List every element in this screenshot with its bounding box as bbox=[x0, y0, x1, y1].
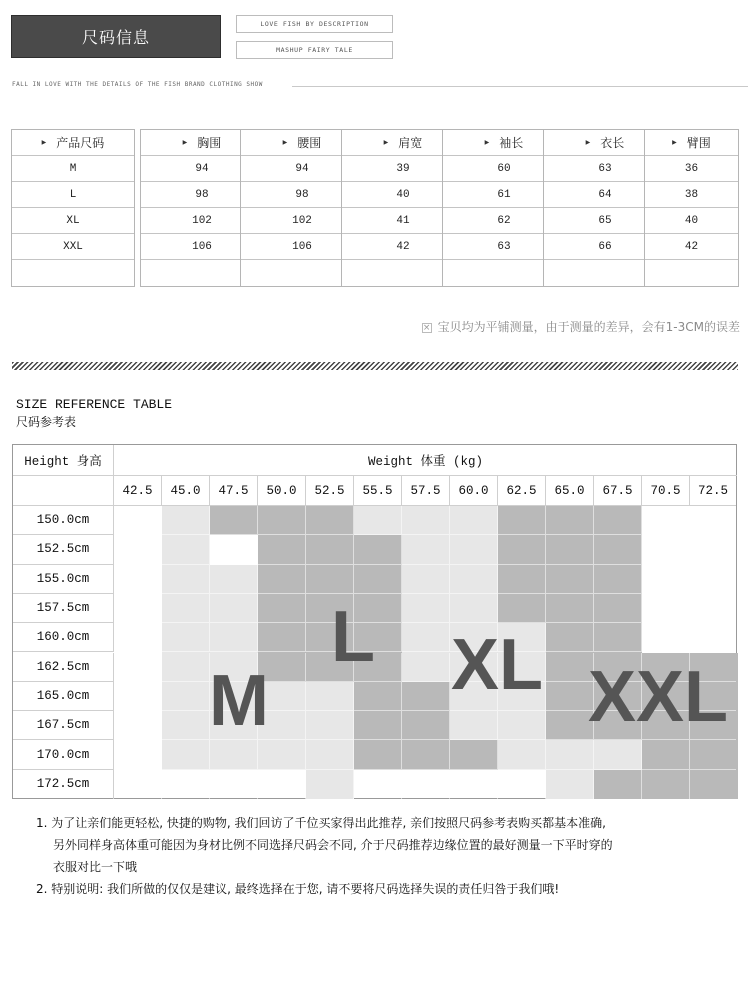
grid-cell bbox=[210, 565, 258, 594]
grid-cell bbox=[642, 594, 690, 623]
spec-cell: 106 bbox=[141, 234, 263, 260]
section-title: 尺码信息 bbox=[11, 15, 221, 58]
grid-cell bbox=[402, 770, 450, 799]
spec-cell: 98 bbox=[241, 182, 363, 208]
grid-cell bbox=[354, 740, 402, 769]
spec-cell: 94 bbox=[141, 156, 263, 182]
grid-cell bbox=[498, 535, 546, 564]
grid-cell bbox=[546, 682, 594, 711]
triangle-icon: ▶ bbox=[484, 139, 490, 146]
grid-cell bbox=[546, 740, 594, 769]
divider bbox=[292, 86, 748, 87]
grid-cell bbox=[162, 594, 210, 623]
grid-cell bbox=[162, 770, 210, 799]
spec-cell: 63 bbox=[544, 156, 666, 182]
hatched-divider bbox=[12, 362, 738, 370]
grid-cell bbox=[690, 506, 736, 535]
triangle-icon: ▶ bbox=[585, 139, 591, 146]
grid-cell bbox=[258, 506, 306, 535]
grid-cell bbox=[114, 682, 162, 711]
spec-cell: 41 bbox=[342, 208, 464, 234]
footnote-1-cont: 另外同样身高体重可能因为身材比例不同选择尺码会不同, 介于尺码推荐边缘位置的最好测量一下平时穿的 bbox=[53, 838, 613, 852]
grid-cell bbox=[114, 594, 162, 623]
weight-tick: 67.5 bbox=[594, 476, 642, 506]
spec-header-label: 肩宽 bbox=[398, 136, 423, 150]
spec-cell: 63 bbox=[443, 234, 565, 260]
grid-cell bbox=[306, 506, 354, 535]
grid-cell bbox=[354, 770, 402, 799]
grid-cell bbox=[258, 770, 306, 799]
grid-cell bbox=[306, 535, 354, 564]
grid-cell bbox=[642, 535, 690, 564]
grid-cell bbox=[450, 565, 498, 594]
spec-header-label: 袖长 bbox=[499, 136, 524, 150]
grid-cell bbox=[162, 682, 210, 711]
height-tick: 172.5cm bbox=[13, 770, 114, 799]
grid-cell bbox=[594, 623, 642, 652]
weight-tick: 60.0 bbox=[450, 476, 498, 506]
height-tick: 155.0cm bbox=[13, 565, 114, 594]
grid-cell bbox=[210, 506, 258, 535]
weight-tick: 50.0 bbox=[258, 476, 306, 506]
grid-cell bbox=[306, 770, 354, 799]
grid-cell bbox=[114, 565, 162, 594]
grid-cell bbox=[258, 594, 306, 623]
spec-cell: L bbox=[12, 182, 134, 208]
spec-header-label: 产品尺码 bbox=[56, 136, 105, 150]
grid-cell bbox=[402, 535, 450, 564]
spec-cell: 102 bbox=[241, 208, 363, 234]
grid-cell bbox=[546, 594, 594, 623]
triangle-icon: ▶ bbox=[383, 139, 389, 146]
close-icon: × bbox=[422, 322, 431, 333]
grid-cell bbox=[546, 506, 594, 535]
grid-cell bbox=[594, 740, 642, 769]
grid-cell bbox=[210, 623, 258, 652]
grid-cell bbox=[306, 711, 354, 740]
weight-tick: 72.5 bbox=[690, 476, 736, 506]
spec-cell: 106 bbox=[241, 234, 363, 260]
spec-cell: XXL bbox=[12, 234, 134, 260]
size-label-m: M bbox=[209, 661, 269, 741]
grid-cell bbox=[594, 535, 642, 564]
grid-cell bbox=[402, 565, 450, 594]
spec-cell: XL bbox=[12, 208, 134, 234]
grid-cell bbox=[690, 565, 736, 594]
height-tick: 160.0cm bbox=[13, 623, 114, 652]
height-tick: 152.5cm bbox=[13, 535, 114, 564]
weight-tick: 55.5 bbox=[354, 476, 402, 506]
grid-cell bbox=[162, 740, 210, 769]
grid-cell bbox=[402, 623, 450, 652]
grid-cell bbox=[594, 594, 642, 623]
grid-cell bbox=[354, 711, 402, 740]
measure-note-text: 宝贝均为平铺测量，由于测量的差异，会有1-3CM的误差 bbox=[437, 320, 740, 334]
weight-tick: 52.5 bbox=[306, 476, 354, 506]
grid-cell bbox=[690, 623, 736, 652]
weight-tick: 42.5 bbox=[114, 476, 162, 506]
spec-header-label: 臂围 bbox=[686, 136, 711, 150]
spec-cell: 102 bbox=[141, 208, 263, 234]
weight-header: Weight 体重 (kg) bbox=[114, 445, 737, 476]
grid-cell bbox=[162, 506, 210, 535]
grid-cell bbox=[306, 740, 354, 769]
grid-cell bbox=[258, 565, 306, 594]
footnote-2: 2. 特别说明: 我们所做的仅仅是建议, 最终选择在于您, 请不要将尺码选择失误的责任归咎于我们哦! bbox=[36, 882, 560, 896]
grid-cell bbox=[498, 594, 546, 623]
spec-column bbox=[644, 129, 739, 287]
grid-cell bbox=[642, 565, 690, 594]
footnote-1: 1. 为了让亲们能更轻松, 快捷的购物, 我们回访了千位买家得出此推荐, 亲们按照尺码参考表购买都基本准确, bbox=[36, 816, 606, 830]
size-label-xxl: XXL bbox=[588, 657, 729, 737]
weight-tick: 62.5 bbox=[498, 476, 546, 506]
grid-cell bbox=[498, 506, 546, 535]
grid-cell bbox=[594, 770, 642, 799]
grid-cell bbox=[258, 740, 306, 769]
spec-cell: 60 bbox=[443, 156, 565, 182]
grid-cell bbox=[450, 740, 498, 769]
spec-cell: 94 bbox=[241, 156, 363, 182]
spec-cell: 40 bbox=[342, 182, 464, 208]
grid-cell bbox=[114, 740, 162, 769]
grid-cell bbox=[210, 740, 258, 769]
brand-tagline: FALL IN LOVE WITH THE DETAILS OF THE FISH BRAND CLOTHING SHOW bbox=[12, 81, 263, 88]
grid-cell bbox=[498, 770, 546, 799]
grid-cell bbox=[402, 506, 450, 535]
grid-cell bbox=[690, 770, 736, 799]
grid-cell bbox=[690, 740, 736, 769]
tag-mashup: MASHUP FAIRY TALE bbox=[236, 41, 393, 59]
spec-cell: 64 bbox=[544, 182, 666, 208]
spec-column bbox=[11, 129, 135, 287]
grid-cell bbox=[546, 565, 594, 594]
tag-love-fish: LOVE FISH BY DESCRIPTION bbox=[236, 15, 393, 33]
grid-cell bbox=[546, 711, 594, 740]
triangle-icon: ▶ bbox=[182, 139, 188, 146]
height-tick: 150.0cm bbox=[13, 506, 114, 535]
grid-cell bbox=[402, 594, 450, 623]
height-header: Height 身高 bbox=[13, 445, 114, 476]
grid-cell bbox=[402, 653, 450, 682]
spec-cell bbox=[645, 260, 738, 286]
spec-header-label: 衣长 bbox=[600, 136, 625, 150]
grid-cell bbox=[690, 594, 736, 623]
grid-cell bbox=[354, 535, 402, 564]
grid-cell bbox=[114, 711, 162, 740]
grid-cell bbox=[354, 682, 402, 711]
grid-cell bbox=[450, 506, 498, 535]
spec-cell bbox=[12, 260, 134, 286]
grid-cell bbox=[546, 653, 594, 682]
grid-cell bbox=[450, 770, 498, 799]
spec-cell: 42 bbox=[342, 234, 464, 260]
triangle-icon: ▶ bbox=[41, 139, 47, 146]
grid-cell bbox=[162, 711, 210, 740]
grid-cell bbox=[450, 594, 498, 623]
grid-cell bbox=[114, 506, 162, 535]
grid-cell bbox=[498, 711, 546, 740]
grid-cell bbox=[450, 711, 498, 740]
grid-cell bbox=[402, 682, 450, 711]
footnote-1-end: 衣服对比一下哦 bbox=[53, 860, 138, 874]
grid-cell bbox=[690, 535, 736, 564]
spec-cell: 36 bbox=[645, 156, 738, 182]
spec-cell: 66 bbox=[544, 234, 666, 260]
spec-cell: 65 bbox=[544, 208, 666, 234]
grid-cell bbox=[402, 711, 450, 740]
size-label-l: L bbox=[331, 597, 375, 677]
grid-cell bbox=[210, 770, 258, 799]
grid-cell bbox=[402, 740, 450, 769]
grid-cell bbox=[162, 623, 210, 652]
grid-cell bbox=[546, 623, 594, 652]
grid-cell bbox=[642, 740, 690, 769]
weight-tick: 47.5 bbox=[210, 476, 258, 506]
reference-title-cn: 尺码参考表 bbox=[16, 415, 77, 429]
grid-cell bbox=[114, 770, 162, 799]
size-reference-grid bbox=[12, 444, 737, 799]
corner-cell bbox=[13, 476, 114, 506]
spec-cell: 40 bbox=[645, 208, 738, 234]
grid-cell bbox=[594, 506, 642, 535]
spec-cell: 42 bbox=[645, 234, 738, 260]
height-tick: 167.5cm bbox=[13, 711, 114, 740]
measure-note bbox=[422, 318, 740, 335]
grid-cell bbox=[114, 623, 162, 652]
triangle-icon: ▶ bbox=[282, 139, 288, 146]
grid-cell bbox=[258, 623, 306, 652]
spec-header-label: 胸围 bbox=[197, 136, 222, 150]
grid-cell bbox=[642, 623, 690, 652]
spec-column-header bbox=[645, 130, 738, 156]
grid-cell bbox=[354, 565, 402, 594]
grid-cell bbox=[162, 653, 210, 682]
height-tick: 157.5cm bbox=[13, 594, 114, 623]
spec-cell: 39 bbox=[342, 156, 464, 182]
footnotes bbox=[36, 812, 736, 900]
grid-cell bbox=[210, 594, 258, 623]
spec-header-label: 腰围 bbox=[297, 136, 322, 150]
spec-cell: 38 bbox=[645, 182, 738, 208]
spec-cell: 98 bbox=[141, 182, 263, 208]
grid-cell bbox=[594, 565, 642, 594]
size-label-xl: XL bbox=[451, 625, 544, 705]
height-tick: 170.0cm bbox=[13, 740, 114, 769]
spec-column-header bbox=[12, 130, 134, 156]
grid-cell bbox=[114, 653, 162, 682]
height-tick: 162.5cm bbox=[13, 653, 114, 682]
grid-cell bbox=[114, 535, 162, 564]
grid-cell bbox=[450, 535, 498, 564]
triangle-icon: ▶ bbox=[672, 139, 677, 146]
weight-tick: 65.0 bbox=[546, 476, 594, 506]
grid-cell bbox=[642, 770, 690, 799]
height-tick: 165.0cm bbox=[13, 682, 114, 711]
grid-cell bbox=[354, 506, 402, 535]
weight-tick: 57.5 bbox=[402, 476, 450, 506]
weight-tick: 45.0 bbox=[162, 476, 210, 506]
grid-cell bbox=[306, 682, 354, 711]
grid-cell bbox=[210, 535, 258, 564]
grid-cell bbox=[546, 770, 594, 799]
grid-cell bbox=[162, 535, 210, 564]
grid-cell bbox=[642, 506, 690, 535]
spec-cell: 62 bbox=[443, 208, 565, 234]
grid-cell bbox=[498, 565, 546, 594]
weight-tick: 70.5 bbox=[642, 476, 690, 506]
grid-cell bbox=[258, 535, 306, 564]
grid-cell bbox=[162, 565, 210, 594]
grid-cell bbox=[546, 535, 594, 564]
grid-cell bbox=[498, 740, 546, 769]
spec-cell: 61 bbox=[443, 182, 565, 208]
reference-title-en: SIZE REFERENCE TABLE bbox=[16, 397, 173, 412]
grid-cell bbox=[306, 565, 354, 594]
spec-cell: M bbox=[12, 156, 134, 182]
